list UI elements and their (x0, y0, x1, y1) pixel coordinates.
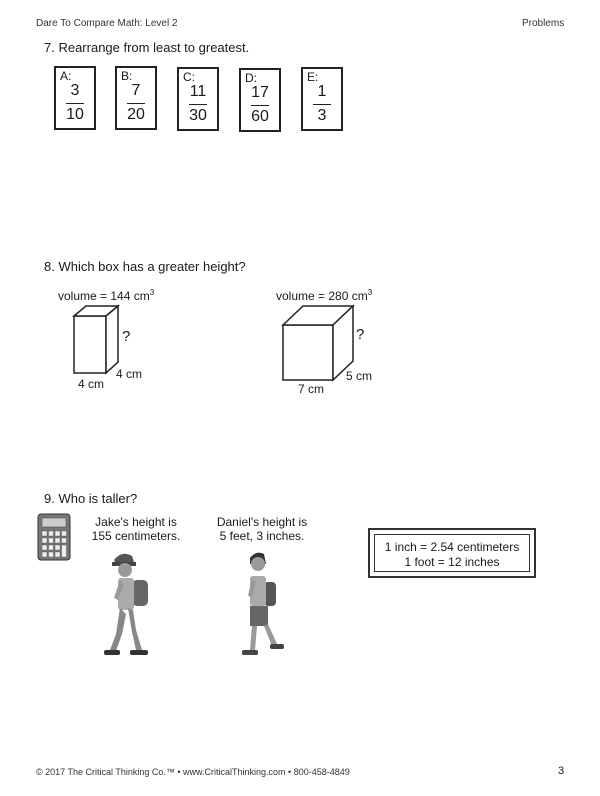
fraction-card-c (177, 67, 219, 131)
q9-prompt: 9. Who is taller? (44, 491, 138, 506)
card-denominator: 20 (127, 106, 145, 123)
box1-height-unknown: ? (122, 328, 131, 345)
card-numerator: 17 (251, 84, 269, 101)
fraction-bar (66, 103, 84, 104)
box2-depth: 5 cm (346, 369, 373, 383)
fraction-bar (189, 104, 207, 105)
card-numerator: 11 (189, 83, 207, 100)
fraction-card-b (115, 66, 157, 130)
card-numerator: 1 (317, 83, 327, 100)
box1-width: 4 cm (78, 377, 105, 391)
card-numerator: 3 (70, 82, 80, 99)
fraction-card-d (239, 68, 281, 132)
card-numerator: 7 (131, 82, 141, 99)
box2-width: 7 cm (298, 382, 325, 396)
fraction-bar (313, 104, 331, 105)
fraction-bar (127, 103, 145, 104)
q8-prompt: 8. Which box has a greater height? (44, 259, 246, 274)
card-letter: C: (183, 70, 195, 84)
jake-height-text: Jake's height is 155 centimeters. (91, 515, 181, 543)
box1-depth: 4 cm (116, 367, 143, 381)
q7-prompt: 7. Rearrange from least to greatest. (44, 40, 250, 55)
card-denominator: 10 (66, 106, 84, 123)
daniel-height-text: Daniel's height is 5 feet, 3 inches. (216, 515, 308, 543)
conversion-line-2: 1 foot = 12 inches (404, 555, 500, 569)
card-letter: B: (121, 69, 133, 83)
card-denominator: 60 (251, 108, 269, 125)
calculator-icon (36, 512, 74, 562)
conversion-line-1: 1 inch = 2.54 centimeters (384, 540, 520, 554)
card-letter: D: (245, 71, 257, 85)
fraction-card-e (301, 67, 343, 131)
card-denominator: 3 (317, 107, 327, 124)
box2-height-unknown: ? (356, 326, 365, 343)
page-number: 3 (558, 765, 565, 777)
header-section: Problems (522, 18, 565, 29)
header-title: Dare To Compare Math: Level 2 (36, 18, 178, 29)
daniel-figure (238, 550, 290, 662)
card-denominator: 30 (189, 107, 207, 124)
fraction-card-a (54, 66, 96, 130)
footer-copyright: © 2017 The Critical Thinking Co.™ • www.CriticalThinking.com • 800-458-4849 (36, 767, 350, 777)
fraction-bar (251, 105, 269, 106)
box1-volume: volume = 144 $cm^3$ (58, 288, 155, 303)
jake-figure (100, 550, 156, 662)
box2-volume: volume = 280 $cm^3$ (276, 288, 373, 303)
card-letter: A: (60, 69, 72, 83)
card-letter: E: (307, 70, 319, 84)
conversion-box (368, 528, 536, 578)
